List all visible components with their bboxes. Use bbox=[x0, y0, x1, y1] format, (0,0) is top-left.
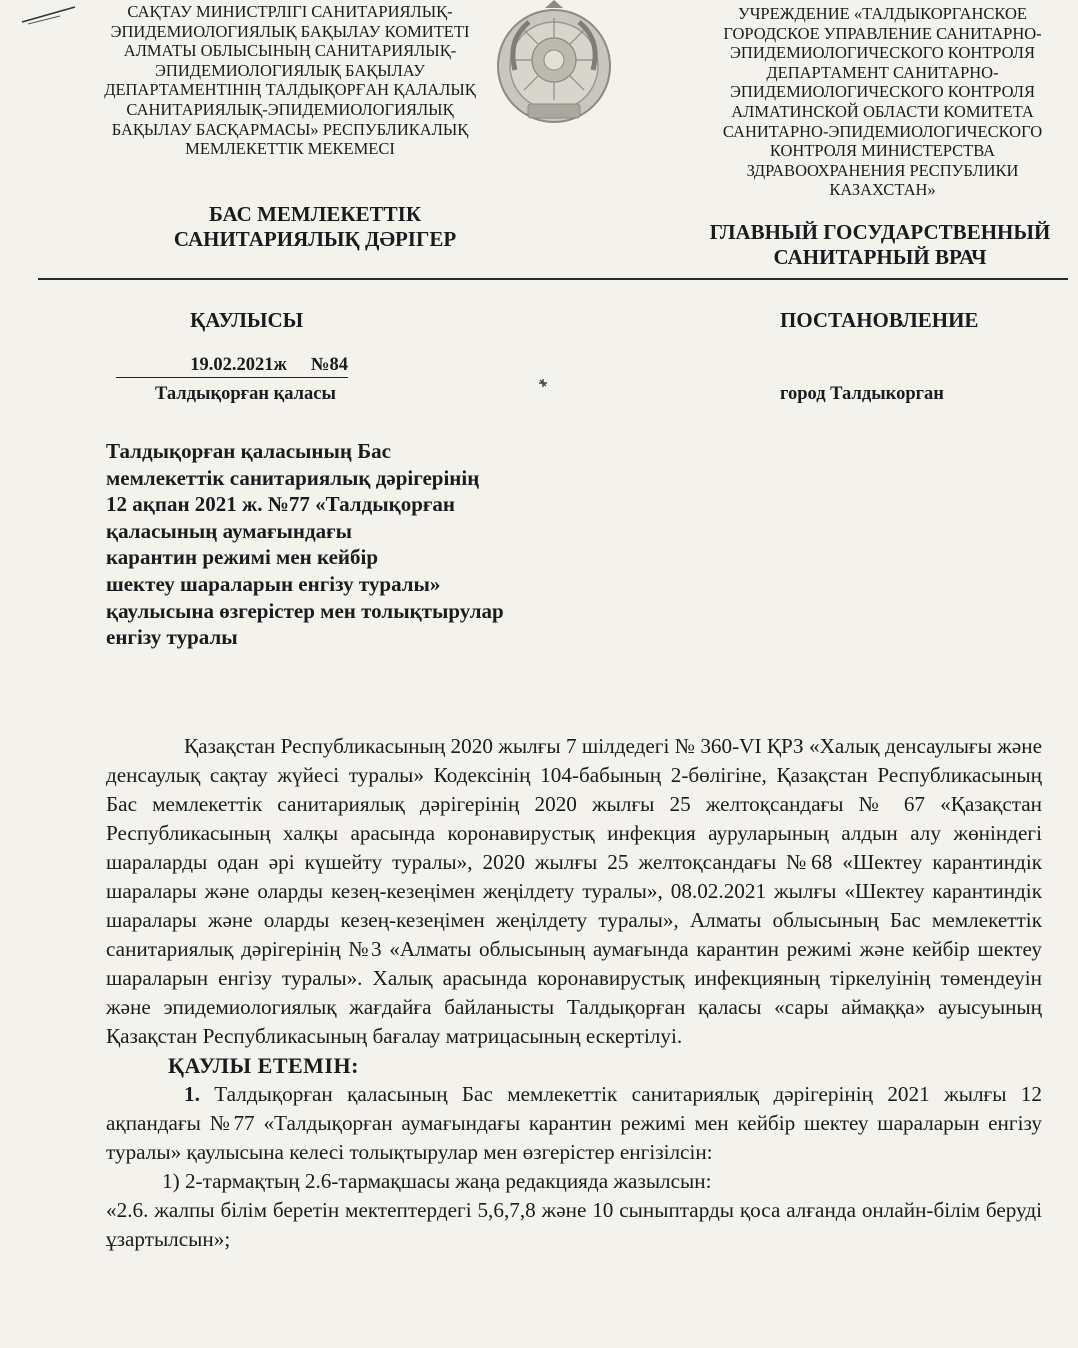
pen-mark-icon bbox=[20, 4, 80, 26]
kazakhstan-state-emblem-icon bbox=[493, 0, 615, 140]
doc-number: №84 bbox=[310, 355, 348, 375]
subject-line: мемлекеттік санитариялық дәрігерінің bbox=[106, 465, 480, 490]
org-ru-line: САНИТАРНО-ЭПИДЕМИОЛОГИЧЕСКОГО bbox=[722, 121, 1043, 141]
org-ru-line: УЧРЕЖДЕНИЕ «ТАЛДЫКОРГАНСКОЕ bbox=[738, 4, 1027, 23]
header-org-kz bbox=[95, 2, 485, 159]
title-kz-line: САНИТАРИЯЛЫҚ ДӘРІГЕР bbox=[173, 227, 457, 251]
org-kz-line: ДЕПАРТАМЕНТІНІҢ ТАЛДЫҚОРҒАН ҚАЛАЛЫҚ bbox=[104, 80, 476, 100]
header-divider bbox=[38, 278, 1068, 280]
subject-line: қаласының аумағындағы bbox=[106, 518, 353, 543]
preamble-paragraph: Қазақстан Республикасының 2020 жылғы 7 шілдедегі № 360-VI ҚРЗ «Халық денсаулығы және денсаулық сақтау жүйесі туралы» Кодексінің 104-бабының 2-бөлігіне, Қазақстан Республикасының Бас мемлекеттік санитариялық дәрігерінің 2020 жылғы 25 желтоқсандағы № 67 «Қазақстан Республикасының халқы арасында коронавирустық инфекция ауруларының алдын алу жөніндегі шараларды одан әрі күшейту туралы», 2020 жылғы 25 желтоқсандағы №68 «Шектеу карантиндік шаралары және оларды кезең-кезеңімен жеңілдету туралы», 08.02.2021 жылғы «Шектеу карантиндік шаралары және оларды кезең-кезеңімен жеңілдету туралы», Алматы облысының Бас мемлекеттік санитариялық дәрігерінің №3 «Алматы облысының аумағында карантин режимі және кейбір шектеу шараларын енгізу туралы». Халық арасында коронавирустық инфекцияның тіркелуінің төмендеуін және эпидемиологиялық жағдайға байланысты Талдықорған қаласы «сары аймаққа» ауысуының Қазақстан Республикасының бағалау матрицасының ескертілуі. bbox=[106, 734, 1042, 1048]
document-body bbox=[106, 732, 1042, 1254]
org-kz-line: МЕМЛЕКЕТТІК МЕКЕМЕСІ bbox=[185, 139, 395, 159]
org-kz-line: САНИТАРИЯЛЫҚ-ЭПИДЕМИОЛОГИЯЛЫҚ bbox=[126, 99, 454, 119]
subject-line: Талдықорған қаласының Бас bbox=[106, 439, 391, 463]
org-ru-line: ЗДРАВООХРАНЕНИЯ РЕСПУБЛИКИ bbox=[746, 160, 1019, 180]
city-ru: город Талдыкорган bbox=[780, 384, 944, 404]
subject-line: шектеу шараларын енгізу туралы» bbox=[106, 571, 441, 596]
ink-smudge-icon bbox=[536, 376, 550, 390]
org-ru-line: ЭПИДЕМИОЛОГИЧЕСКОГО КОНТРОЛЯ bbox=[730, 43, 1035, 63]
org-ru-line: КОНТРОЛЯ МИНИСТЕРСТВА bbox=[769, 141, 996, 161]
header-org-ru bbox=[700, 4, 1065, 200]
official-title-kz bbox=[140, 202, 490, 252]
resolve-heading: ҚАУЛЫ ЕТЕМІН: bbox=[168, 1053, 359, 1078]
doc-type-ru: ПОСТАНОВЛЕНИЕ bbox=[780, 308, 979, 332]
title-ru-line: САНИТАРНЫЙ ВРАЧ bbox=[773, 245, 987, 269]
title-kz-line: БАС МЕМЛЕКЕТТІК bbox=[208, 202, 422, 226]
official-title-ru bbox=[690, 220, 1070, 270]
org-kz-line: ЭПИДЕМИОЛОГИЯЛЫҚ БАҚЫЛАУ КОМИТЕТІ bbox=[110, 21, 470, 41]
item-1-number: 1. bbox=[184, 1082, 200, 1106]
org-ru-line: КАЗАХСТАН» bbox=[829, 180, 936, 200]
subject-line: 12 ақпан 2021 ж. №77 «Талдықорған bbox=[106, 492, 456, 517]
org-kz-line: БАҚЫЛАУ БАСҚАРМАСЫ» РЕСПУБЛИКАЛЫҚ bbox=[111, 119, 469, 139]
item-1-text: Талдықорған қаласының Бас мемлекеттік санитариялық дәрігерінің 2021 жылғы 12 ақпандағы №77 «Талдықорған аумағындағы карантин режимі мен кейбір шектеу шараларын енгізу туралы» қаулысына келесі толықтырулар мен өзгерістер енгізілсін: bbox=[106, 1082, 1042, 1164]
document-subject bbox=[106, 438, 606, 651]
city-kz: Талдықорған қаласы bbox=[155, 384, 336, 404]
org-ru-line: АЛМАТИНСКОЙ ОБЛАСТИ КОМИТЕТА bbox=[731, 101, 1034, 121]
subitem-1-paragraph: 1) 2-тармақтың 2.6-тармақшасы жаңа редакцияда жазылсын: bbox=[162, 1169, 712, 1193]
subject-line: қаулысына өзгерістер мен толықтырулар bbox=[106, 598, 504, 623]
org-ru-line: ГОРОДСКОЕ УПРАВЛЕНИЕ САНИТАРНО- bbox=[723, 23, 1042, 43]
title-ru-line: ГЛАВНЫЙ ГОСУДАРСТВЕННЫЙ bbox=[709, 220, 1051, 244]
item-1-paragraph bbox=[106, 1080, 1042, 1167]
date-number-line bbox=[116, 355, 348, 378]
doc-type-kz: ҚАУЛЫСЫ bbox=[190, 308, 304, 332]
subject-line: карантин режимі мен кейбір bbox=[106, 545, 379, 570]
org-ru-line: ЭПИДЕМИОЛОГИЧЕСКОГО КОНТРОЛЯ bbox=[730, 82, 1035, 102]
org-kz-line: АЛМАТЫ ОБЛЫСЫНЫҢ САНИТАРИЯЛЫҚ- bbox=[123, 41, 457, 61]
subject-line: енгізу туралы bbox=[106, 625, 238, 650]
org-kz-line: ЭПИДЕМИОЛОГИЯЛЫҚ БАҚЫЛАУ bbox=[155, 60, 425, 80]
org-ru-line: ДЕПАРТАМЕНТ САНИТАРНО- bbox=[766, 62, 999, 82]
doc-date: 19.02.2021ж bbox=[190, 355, 287, 375]
org-kz-line: САҚТАУ МИНИСТРЛІГІ САНИТАРИЯЛЫҚ- bbox=[127, 2, 453, 21]
quote-1-paragraph: «2.6. жалпы білім беретін мектептердегі 5,6,7,8 және 10 сыныптарды қоса алғанда онлайн-білім беруді ұзартылсын»; bbox=[106, 1198, 1042, 1251]
